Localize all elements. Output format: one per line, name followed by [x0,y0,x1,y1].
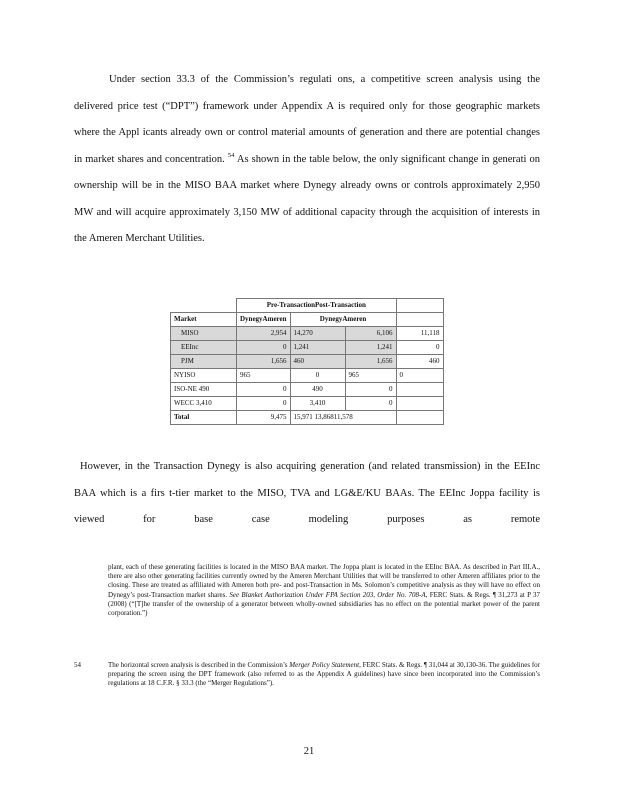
table-header-row [171,313,444,327]
body-paragraph-1 [74,67,540,253]
table-header-top-row [171,299,444,313]
col-header-post: DynegyAmeren [290,313,396,327]
col-header-blank [396,313,443,327]
body-paragraph-2: However, in the Transaction Dynegy is also acquiring generation (and related transmission) in the EEInc BAA which is a firs t-tier market to the MISO, TVA and LG&E/KU BAAs. The EEInc Joppa facility is viewed for base case modeling purposes as remote [74,461,540,525]
footnote-continuation: plant, each of these generating facilities is located in the MISO BAA market. The Joppa plant is located in the EEInc BAA. As described in Part III.A., there are also other generating facilities currently owned by the Ameren Merchant Utilities that will be transferred to other Ameren affiliates prior to the closing. These are treated as affiliated with Ameren both pre- and post-Transaction in Ms. Solomon’s competitive analysis as they will have no effect on Dynegy’s post-Transaction market shares. See Blanket Authorization Under FPA Section 203, Order No. 708-A, FERC Stats. & Regs. ¶ 31,273 at P 37 (2008) (“[T]he transfer of the ownership of a generator between wholly-owned subsidiaries has no effect on the potential market power of the parent corporation.”) [108,563,540,618]
footnote-54-label: 54 [74,661,81,669]
footnote-ref-54: 54 [227,151,235,159]
table-row: PJM 1,656 460 1,656 460 [171,355,444,369]
table-row: MISO 2,954 14,270 6,106 11,118 [171,327,444,341]
table-row: NYISO 965 0 965 0 [171,369,444,383]
col-header-market: Market [171,313,237,327]
col-header-pre: DynegyAmeren [237,313,291,327]
page-number: 21 [303,746,315,757]
table-row: EEInc 0 1,241 1,241 0 [171,341,444,355]
table-header-top: Pre-TransactionPost-Transaction [237,299,397,313]
table-row: ISO-NE 490 0 490 0 [171,383,444,397]
market-capacity-table [170,298,444,425]
policy-citation: Merger Policy Statement [289,661,360,670]
footnote-54: 54 The horizontal screen analysis is described in the Commission’s Merger Policy Statement, FERC Stats. & Regs. ¶ 31,044 at 30,130-36. The guidelines for preparing the screen using the DPT framework (also referred to as the Appendix A guidelines) have since been incorporated into the Commission’s regulations at 18 C.F.R. § 33.3 (the “Merger Regulations”). [74,661,541,688]
table-row: WECC 3,410 0 3,410 0 [171,397,444,411]
para1-text: Under section 33.3 of the Commission’s regulati ons, a competitive screen analysis using the delivered price test (“DPT”) framework under Appendix A is required only for those geographic markets where the Appl icants already own or control material amounts of generation and there are potential changes in market shares and concentration. [74,74,540,165]
table-total-row: Total 9,475 15,971 13,86811,578 [171,411,444,425]
para1-tail: As shown in the table below, the only significant change in generati on ownership will be in the MISO BAA market where Dynegy already owns or controls approximately 2,950 MW and will acquire approximately 3,150 MW of additional capacity through the acquisition of interests in the Ameren Merchant Utilities. [74,153,541,244]
case-citation: Blanket Authorization Under FPA Section 203, Order No. 708-A [241,590,426,599]
